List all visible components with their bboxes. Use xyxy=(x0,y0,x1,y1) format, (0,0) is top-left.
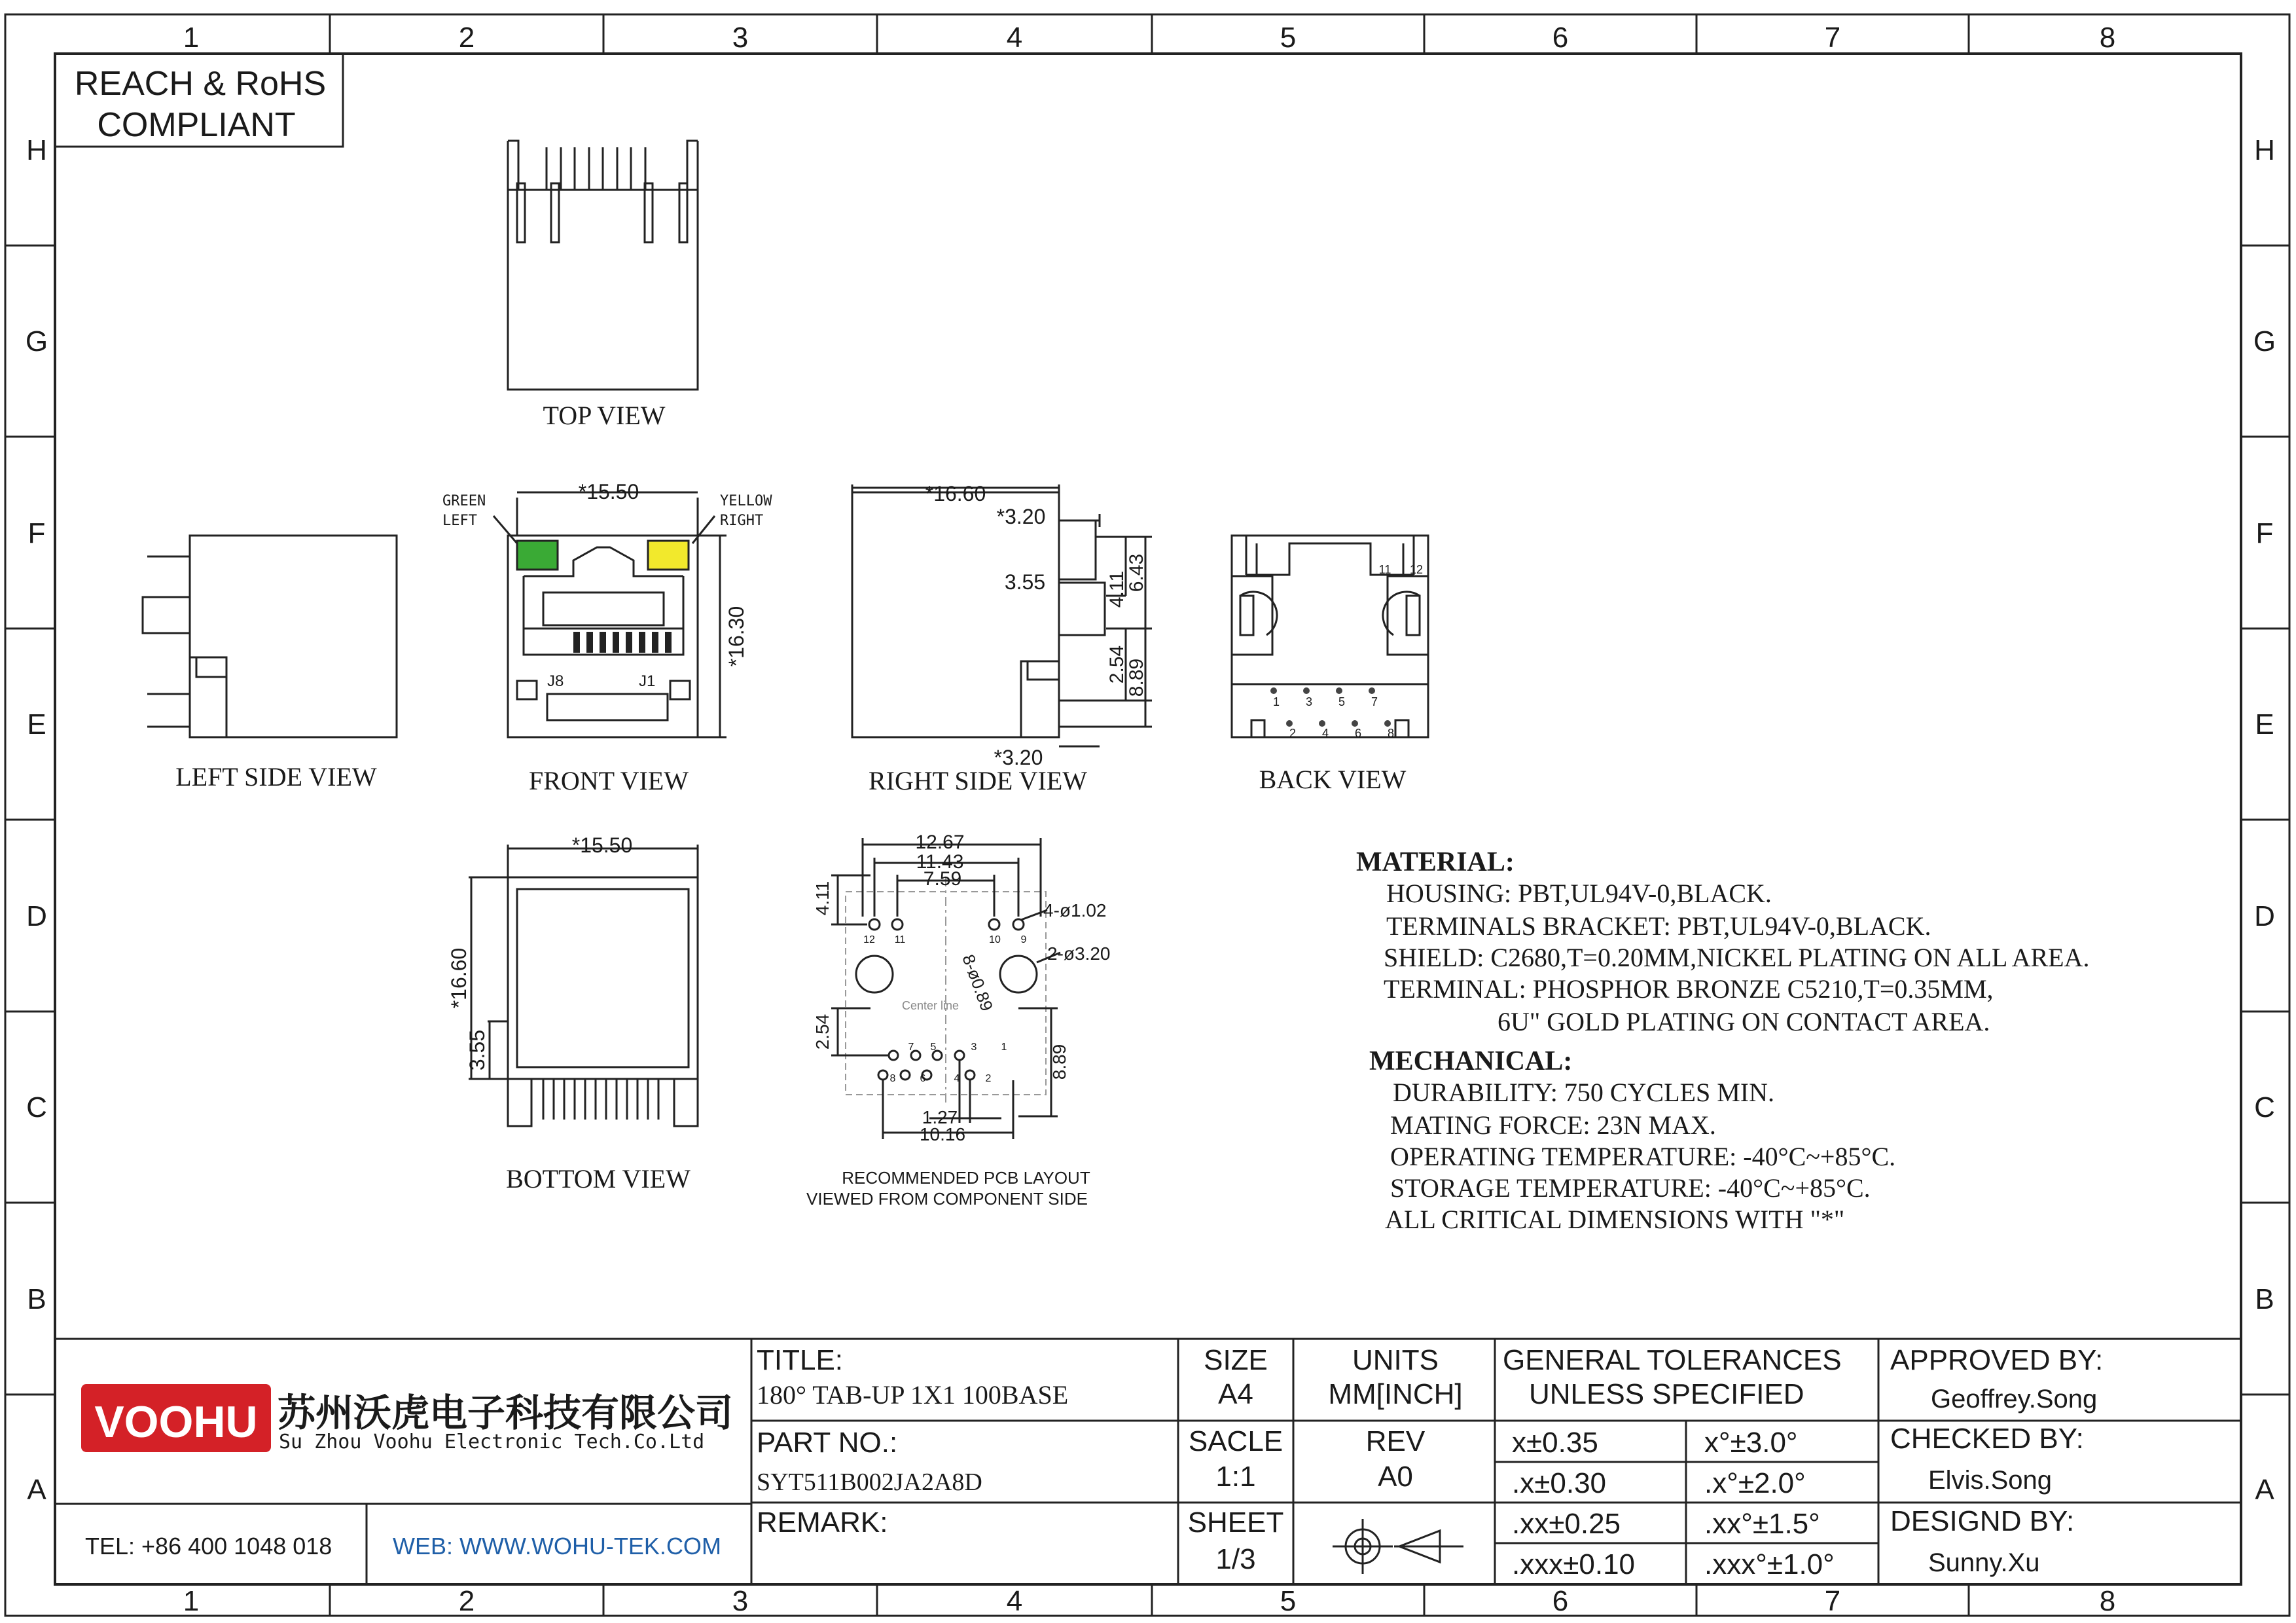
row-label-h: H xyxy=(26,134,47,166)
company-web[interactable]: WEB: WWW.WOHU-TEK.COM xyxy=(393,1533,721,1559)
back-pin-2-label: 2 xyxy=(1289,727,1297,740)
column-label-1-bottom: 1 xyxy=(183,1585,200,1617)
row-label-g-right: G xyxy=(2253,325,2276,357)
mechanical-line-1: DURABILITY: 750 CYCLES MIN. xyxy=(1393,1078,1774,1107)
pcb-dim-3: 7.59 xyxy=(923,868,962,890)
tolerance-angular-3: .xxx°±1.0° xyxy=(1704,1548,1835,1580)
material-heading: MATERIAL: xyxy=(1356,847,1515,877)
column-label-8-bottom: 8 xyxy=(2099,1585,2116,1617)
mechanical-line-2: MATING FORCE: 23N MAX. xyxy=(1390,1110,1716,1140)
right-dim-3: 4.11 xyxy=(1106,570,1128,608)
column-label-7-bottom: 7 xyxy=(1824,1585,1841,1617)
row-label-c: C xyxy=(26,1091,47,1123)
tolerance-angular-2: .xx°±1.5° xyxy=(1704,1508,1820,1540)
mechanical-heading: MECHANICAL: xyxy=(1369,1046,1573,1076)
column-label-4-bottom: 4 xyxy=(1006,1585,1023,1617)
pcb-hole-1: 4-ø1.02 xyxy=(1043,900,1107,921)
row-label-e: E xyxy=(27,708,46,740)
left-side-view-label: LEFT SIDE VIEW xyxy=(175,762,377,792)
bottom-offset-dimension: 3.55 xyxy=(465,1029,489,1071)
material-line-2: TERMINALS BRACKET: PBT,UL94V-0,BLACK. xyxy=(1386,911,1931,941)
pcb-pin-3: 3 xyxy=(971,1042,977,1053)
tolerance-angular-1: .x°±2.0° xyxy=(1704,1467,1806,1499)
company-name-cn: 苏州沃虎电子科技有限公司 xyxy=(278,1392,734,1434)
checked-by-value: Elvis.Song xyxy=(1928,1466,2052,1495)
pcb-pin-4: 4 xyxy=(954,1073,960,1084)
row-label-d-right: D xyxy=(2254,900,2275,932)
led-right-label-side: RIGHT xyxy=(720,513,764,529)
led-yellow xyxy=(648,541,689,570)
row-label-e-right: E xyxy=(2255,708,2274,740)
mechanical-line-3: OPERATING TEMPERATURE: -40°C~+85°C. xyxy=(1390,1142,1896,1171)
pcb-pin-5: 5 xyxy=(930,1042,937,1053)
approved-by-value: Geoffrey.Song xyxy=(1931,1385,2098,1413)
pcb-pin-12: 12 xyxy=(863,934,875,945)
pcb-pin-8: 8 xyxy=(889,1073,896,1084)
company-tel: TEL: +86 400 1048 018 xyxy=(85,1533,332,1559)
part-number-value: SYT511B002JA2A8D xyxy=(757,1468,982,1496)
tolerance-angular-0: x°±3.0° xyxy=(1704,1427,1798,1459)
right-dim-1: *3.20 xyxy=(996,505,1046,528)
pcb-pin-6: 6 xyxy=(920,1073,926,1084)
back-pin-11-label: 11 xyxy=(1378,563,1391,576)
title-label: TITLE: xyxy=(757,1344,844,1376)
column-label-2: 2 xyxy=(458,22,475,54)
row-label-b-right: B xyxy=(2255,1283,2274,1315)
pcb-pin-2: 2 xyxy=(985,1073,992,1084)
pcb-dim-2: 11.43 xyxy=(916,851,964,873)
part-number-label: PART NO.: xyxy=(757,1427,898,1459)
rev-label: REV xyxy=(1365,1425,1426,1457)
material-line-1: HOUSING: PBT,UL94V-0,BLACK. xyxy=(1386,879,1772,908)
tolerance-heading-1: GENERAL TOLERANCES xyxy=(1503,1344,1842,1376)
column-label-3: 3 xyxy=(732,22,749,54)
pcb-dim-7: 1.27 xyxy=(922,1107,958,1127)
row-label-f: F xyxy=(27,517,46,549)
pin-j1-label: J1 xyxy=(639,672,656,690)
led-right-label-color: YELLOW xyxy=(720,493,772,509)
row-label-g: G xyxy=(25,325,48,357)
units-label: UNITS xyxy=(1352,1344,1439,1376)
pcb-caption-line-1: RECOMMENDED PCB LAYOUT xyxy=(842,1168,1090,1188)
column-label-8: 8 xyxy=(2099,22,2116,54)
checked-by-label: CHECKED BY: xyxy=(1890,1423,2084,1455)
company-name-en: Su Zhou Voohu Electronic Tech.Co.Ltd xyxy=(279,1431,705,1453)
column-label-5-bottom: 5 xyxy=(1280,1585,1297,1617)
company-logo xyxy=(81,1384,271,1452)
back-pin-8-label: 8 xyxy=(1387,727,1395,740)
tolerance-linear-3: .xxx±0.10 xyxy=(1512,1548,1636,1580)
column-label-7: 7 xyxy=(1824,22,1841,54)
tolerance-linear-2: .xx±0.25 xyxy=(1512,1508,1621,1540)
pcb-hole-2: 2-ø3.20 xyxy=(1047,943,1111,964)
row-label-a-right: A xyxy=(2255,1474,2274,1506)
column-label-5: 5 xyxy=(1280,22,1297,54)
pcb-pin-11: 11 xyxy=(894,934,906,945)
mechanical-line-5: ALL CRITICAL DIMENSIONS WITH "*" xyxy=(1385,1205,1845,1234)
back-pin-12-label: 12 xyxy=(1409,563,1424,576)
logo-text: VOOHU xyxy=(94,1397,258,1447)
right-dim-6: 8.89 xyxy=(1126,658,1147,697)
sheet-label: SHEET xyxy=(1187,1506,1284,1539)
mechanical-line-4: STORAGE TEMPERATURE: -40°C~+85°C. xyxy=(1390,1173,1871,1203)
right-depth-dimension: *16.60 xyxy=(925,482,986,505)
column-label-3-bottom: 3 xyxy=(732,1585,749,1617)
designed-by-value: Sunny.Xu xyxy=(1928,1548,2040,1577)
pcb-pin-7: 7 xyxy=(908,1042,914,1053)
right-dim-7: *3.20 xyxy=(994,746,1043,769)
compliance-line-1: REACH & RoHS xyxy=(74,65,327,103)
pcb-dim-6: 8.89 xyxy=(1049,1044,1069,1080)
bottom-height-dimension: *16.60 xyxy=(447,947,471,1009)
row-label-d: D xyxy=(26,900,47,932)
pcb-caption-line-2: VIEWED FROM COMPONENT SIDE xyxy=(806,1189,1088,1209)
back-pin-4-label: 4 xyxy=(1321,727,1329,740)
pcb-center-line-label: Center line xyxy=(902,999,960,1012)
pcb-pin-10: 10 xyxy=(989,934,1001,945)
column-label-6-bottom: 6 xyxy=(1552,1585,1569,1617)
designed-by-label: DESIGND BY: xyxy=(1890,1505,2075,1537)
column-label-1: 1 xyxy=(183,22,200,54)
units-value: MM[INCH] xyxy=(1328,1378,1463,1410)
pcb-dim-8: 10.16 xyxy=(919,1124,966,1144)
bottom-view-label: BOTTOM VIEW xyxy=(506,1164,691,1194)
front-width-dimension: *15.50 xyxy=(578,480,639,503)
front-view-label: FRONT VIEW xyxy=(528,766,689,795)
scale-value: 1:1 xyxy=(1215,1461,1256,1493)
pcb-pin-1: 1 xyxy=(1001,1042,1007,1053)
rev-value: A0 xyxy=(1378,1461,1413,1493)
size-value: A4 xyxy=(1218,1378,1253,1410)
material-line-5: 6U" GOLD PLATING ON CONTACT AREA. xyxy=(1498,1007,1990,1036)
tolerance-linear-1: .x±0.30 xyxy=(1512,1467,1607,1499)
back-pin-3-label: 3 xyxy=(1305,695,1313,708)
back-pin-1-label: 1 xyxy=(1272,695,1280,708)
tolerance-linear-0: x±0.35 xyxy=(1512,1427,1598,1459)
material-line-3: SHIELD: C2680,T=0.20MM,NICKEL PLATING ON ALL AREA. xyxy=(1384,943,2090,972)
back-view-label: BACK VIEW xyxy=(1259,765,1407,794)
pcb-dim-1: 12.67 xyxy=(915,831,965,853)
top-view-label: TOP VIEW xyxy=(543,401,666,430)
right-dim-2: 3.55 xyxy=(1004,570,1046,594)
column-label-6: 6 xyxy=(1552,22,1569,54)
led-left-label-side: LEFT xyxy=(442,513,477,529)
back-pin-5-label: 5 xyxy=(1338,695,1346,708)
pcb-dim-5: 2.54 xyxy=(812,1013,833,1050)
scale-label: SACLE xyxy=(1188,1425,1283,1457)
compliance-line-2: COMPLIANT xyxy=(97,106,296,144)
column-label-2-bottom: 2 xyxy=(458,1585,475,1617)
right-dim-5: 2.54 xyxy=(1106,645,1128,684)
material-line-4: TERMINAL: PHOSPHOR BRONZE C5210,T=0.35MM, xyxy=(1384,974,1994,1004)
pcb-hole-3: 8-ø0.89 xyxy=(958,951,997,1014)
title-value: 180° TAB-UP 1X1 100BASE xyxy=(757,1380,1069,1410)
pin-j8-label: J8 xyxy=(547,672,564,690)
size-label: SIZE xyxy=(1204,1344,1268,1376)
bottom-width-dimension: *15.50 xyxy=(571,833,633,857)
pcb-pin-9: 9 xyxy=(1020,934,1027,945)
row-label-b: B xyxy=(27,1283,46,1315)
row-label-c-right: C xyxy=(2254,1091,2275,1123)
sheet-value: 1/3 xyxy=(1215,1543,1256,1575)
approved-by-label: APPROVED BY: xyxy=(1890,1344,2104,1376)
right-dim-4: 6.43 xyxy=(1126,553,1147,593)
remark-label: REMARK: xyxy=(757,1506,888,1539)
led-left-label-color: GREEN xyxy=(442,493,486,509)
row-label-h-right: H xyxy=(2254,134,2275,166)
led-green xyxy=(517,541,558,570)
pcb-dim-4: 4.11 xyxy=(812,881,833,916)
front-height-dimension: *16.30 xyxy=(725,606,748,667)
back-pin-7-label: 7 xyxy=(1371,695,1378,708)
row-label-a: A xyxy=(27,1474,46,1506)
tolerance-heading-2: UNLESS SPECIFIED xyxy=(1529,1378,1804,1410)
right-side-view-label: RIGHT SIDE VIEW xyxy=(868,766,1088,795)
row-label-f-right: F xyxy=(2255,517,2274,549)
column-label-4: 4 xyxy=(1006,22,1023,54)
back-pin-6-label: 6 xyxy=(1354,727,1362,740)
